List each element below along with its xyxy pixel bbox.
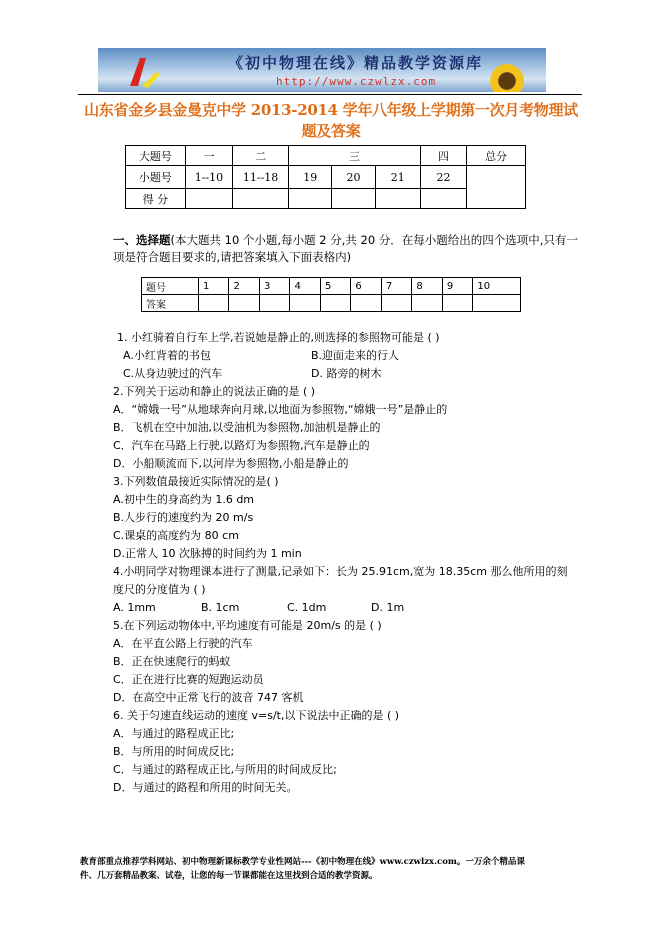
question-number-cell: 8 <box>412 278 442 295</box>
question-number-cell: 2 <box>229 278 259 295</box>
cell: 21 <box>375 166 420 189</box>
line: A．“嫦娥一号”从地球奔向月球,以地面为参照物,“嫦娥一号”是静止的 <box>113 403 448 416</box>
cell: 四 <box>420 146 466 166</box>
table-row <box>126 166 526 189</box>
answer-cell[interactable] <box>442 295 472 312</box>
table-row <box>126 146 526 166</box>
table-row <box>142 295 521 312</box>
answer-cell[interactable] <box>412 295 442 312</box>
score-cell[interactable] <box>375 189 420 209</box>
answer-cell[interactable] <box>381 295 411 312</box>
option: C．与通过的路程成正比,与所用的时间成反比; <box>113 763 337 776</box>
total-score-cell[interactable] <box>467 166 526 209</box>
question-number-cell: 1 <box>199 278 229 295</box>
option: C.从身边驶过的汽车 <box>123 367 223 380</box>
score-table <box>125 145 526 209</box>
cell: 得 分 <box>126 189 186 209</box>
question-number-cell: 4 <box>290 278 320 295</box>
cell: 11--18 <box>233 166 289 189</box>
score-cell[interactable] <box>185 189 232 209</box>
question-text: 2.下列关于运动和静止的说法正确的是 ( ) <box>113 385 316 398</box>
answer-cell[interactable] <box>290 295 320 312</box>
option: A．与通过的路程成正比; <box>113 727 235 740</box>
option: B.迎面走来的行人 <box>311 349 400 362</box>
line: D.正常人 10 次脉搏的时间约为 1 min <box>113 547 302 560</box>
table-row <box>126 189 526 209</box>
option: A.小红背着的书包 <box>123 349 211 362</box>
line: A.初中生的身高约为 1.6 dm <box>113 493 255 506</box>
logo-icon <box>126 56 162 90</box>
question-number-cell: 7 <box>381 278 411 295</box>
option: A．在平直公路上行驶的汽车 <box>113 637 253 650</box>
question-number-cell: 10 <box>473 278 521 295</box>
page-title-line1: 山东省金乡县金曼克中学 2013-2014 学年八年级上学期第一次月考物理试 <box>84 101 578 119</box>
cell: 大题号 <box>126 146 186 166</box>
table-row <box>142 278 521 295</box>
question-text: 1. 小红骑着自行车上学,若说她是静止的,则选择的参照物可能是 ( ) <box>117 331 440 344</box>
section-heading: 一、选择题 <box>113 233 171 247</box>
option: B．正在快速爬行的蚂蚁 <box>113 655 231 668</box>
line: B．飞机在空中加油,以受油机为参照物,加油机是静止的 <box>113 421 381 434</box>
cell: 小题号 <box>126 166 186 189</box>
option: D. 路旁的树木 <box>311 367 382 380</box>
option: D．在高空中正常飞行的波音 747 客机 <box>113 691 304 704</box>
option: D. 1m <box>371 601 405 614</box>
footer <box>80 855 590 883</box>
score-cell[interactable] <box>420 189 466 209</box>
question-text: 3.下列数值最接近实际情况的是( ) <box>113 475 279 488</box>
question-number-cell: 6 <box>351 278 381 295</box>
footer-line2: 件、几万套精品教案、试卷，让您的每一节课都能在这里找到合适的教学资源。 <box>80 871 378 881</box>
section-intro-line2: 项是符合题目要求的,请把答案填入下面表格内) <box>113 250 352 264</box>
cell: 22 <box>420 166 466 189</box>
page-title-line2: 题及答案 <box>301 122 361 140</box>
option: C．正在进行比赛的短跑运动员 <box>113 673 264 686</box>
score-cell[interactable] <box>289 189 332 209</box>
cell: 一 <box>185 146 232 166</box>
question-text: 6. 关于匀速直线运动的速度 v=s/t,以下说法中正确的是 ( ) <box>113 709 400 722</box>
option: D．与通过的路程和所用的时间无关。 <box>113 781 298 794</box>
question-number-cell: 3 <box>259 278 289 295</box>
cell: 题号 <box>142 278 199 295</box>
line: C．汽车在马路上行驶,以路灯为参照物,汽车是静止的 <box>113 439 370 452</box>
cell: 20 <box>332 166 375 189</box>
answer-cell[interactable] <box>320 295 350 312</box>
answer-cell[interactable] <box>199 295 229 312</box>
answer-table <box>141 277 521 312</box>
score-cell[interactable] <box>233 189 289 209</box>
answer-cell[interactable] <box>473 295 521 312</box>
option: B. 1cm <box>201 601 240 614</box>
cell: 总分 <box>467 146 526 166</box>
option: B．与所用的时间成反比; <box>113 745 235 758</box>
question-number-cell: 5 <box>320 278 350 295</box>
cell: 二 <box>233 146 289 166</box>
line: C.课桌的高度约为 80 cm <box>113 529 239 542</box>
score-cell[interactable] <box>332 189 375 209</box>
question-number-cell: 9 <box>442 278 472 295</box>
cell: 1--10 <box>185 166 232 189</box>
cell: 19 <box>289 166 332 189</box>
section-instructions: (本大题共 10 个小题,每小题 2 分,共 20 分．在每小题给出的四个选项中,只有一 <box>170 233 578 247</box>
option: C. 1dm <box>287 601 327 614</box>
line: B.人步行的速度约为 20 m/s <box>113 511 254 524</box>
cell: 三 <box>289 146 421 166</box>
answer-cell[interactable] <box>229 295 259 312</box>
line: D．小船顺流而下,以河岸为参照物,小船是静止的 <box>113 457 349 470</box>
footer-line1: 教育部重点推荐学科网站、初中物理新课标教学专业性网站---《初中物理在线》www.czwlzx.com。一万余个精品课 <box>80 857 525 867</box>
question-text: 5.在下列运动物体中,平均速度有可能是 20m/s 的是 ( ) <box>113 619 382 632</box>
answer-cell[interactable] <box>351 295 381 312</box>
banner-url: http://www.czwlzx.com <box>276 75 437 88</box>
section-intro-line1 <box>113 232 578 249</box>
line: 度尺的分度值为 ( ) <box>113 583 206 596</box>
option: A. 1mm <box>113 601 156 614</box>
banner-title: 《初中物理在线》精品教学资源库 <box>228 54 484 72</box>
question-text: 4.小明同学对物理课本进行了测量,记录如下：长为 25.91cm,宽为 18.35cm 那么他所用的刻 <box>113 565 568 578</box>
header-banner <box>98 48 546 92</box>
answer-cell[interactable] <box>259 295 289 312</box>
sunflower-image <box>490 64 524 92</box>
header-divider <box>78 94 582 95</box>
cell: 答案 <box>142 295 199 312</box>
